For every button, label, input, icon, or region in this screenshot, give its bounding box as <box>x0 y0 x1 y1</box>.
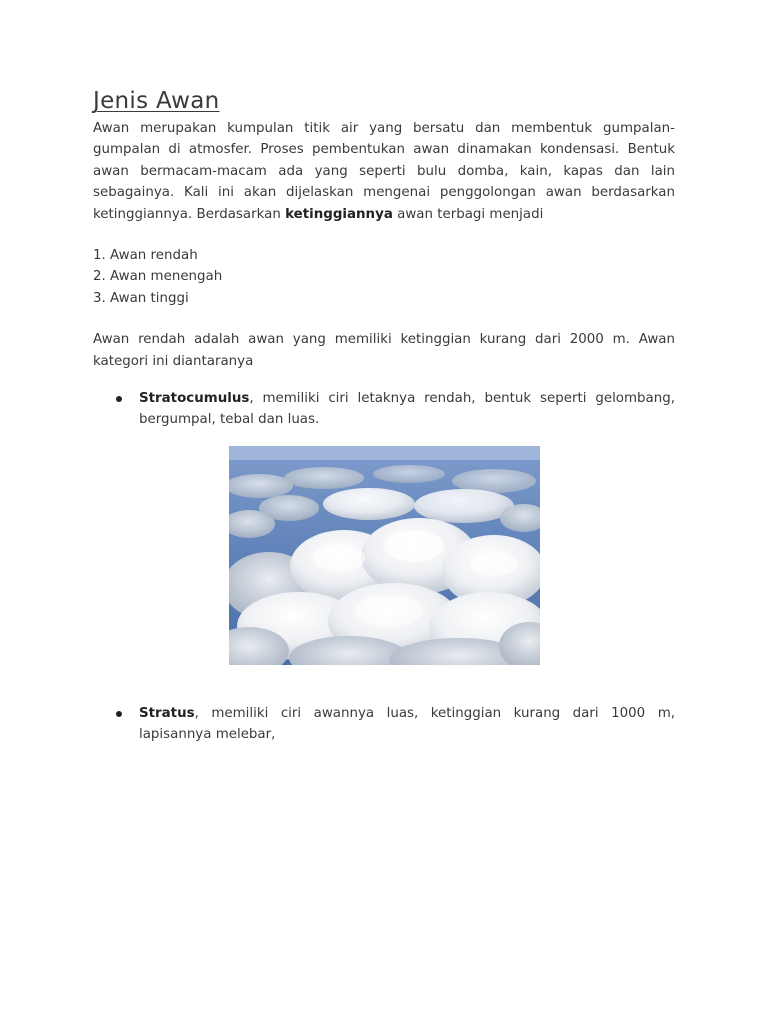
intro-paragraph <box>93 118 675 225</box>
category-list <box>93 245 675 309</box>
cloud-type-list-2 <box>93 703 675 746</box>
cloud-type-name: Stratus <box>139 705 195 721</box>
category-item-1: 1. Awan rendah <box>93 248 198 264</box>
intro-bold-term: ketinggiannya <box>285 206 393 222</box>
category-item-3: 3. Awan tinggi <box>93 290 189 306</box>
document-page <box>93 86 675 746</box>
low-clouds-paragraph: Awan rendah adalah awan yang memiliki ketinggian kurang dari 2000 m. Awan kategori ini diantaranya <box>93 332 675 369</box>
bullet-dot-icon <box>116 711 122 717</box>
intro-text-end: awan terbagi menjadi <box>392 206 544 222</box>
cloud-type-list <box>93 388 675 431</box>
category-item-2: 2. Awan menengah <box>93 269 223 285</box>
cloud-type-description: , memiliki ciri letaknya rendah, bentuk seperti gelombang, bergumpal, tebal dan luas. <box>139 391 675 428</box>
bullet-dot-icon <box>116 396 122 402</box>
bullet-stratus <box>93 703 675 746</box>
cloud-type-description: , memiliki ciri awannya luas, ketinggian kurang dari 1000 m, lapisannya melebar, <box>139 705 675 743</box>
stratocumulus-cloud-photo <box>229 446 540 665</box>
intro-text-start: Awan merupakan kumpulan titik air yang bersatu dan membentuk gumpalan-gumpalan di atmosfer. Proses pembentukan awan dinamakan kondensasi. Bentuk awan bermacam-macam ada yang seperti bulu domba, kain, kapas dan lain sebagainya. Kali ini akan dijelaskan mengenai penggolongan awan berdasarkan ketinggiannya. Berdasarkan <box>93 121 675 222</box>
cloud-type-name: Stratocumulus <box>139 391 250 407</box>
bullet-stratocumulus <box>93 388 675 431</box>
page-title: Jenis Awan <box>93 88 220 114</box>
